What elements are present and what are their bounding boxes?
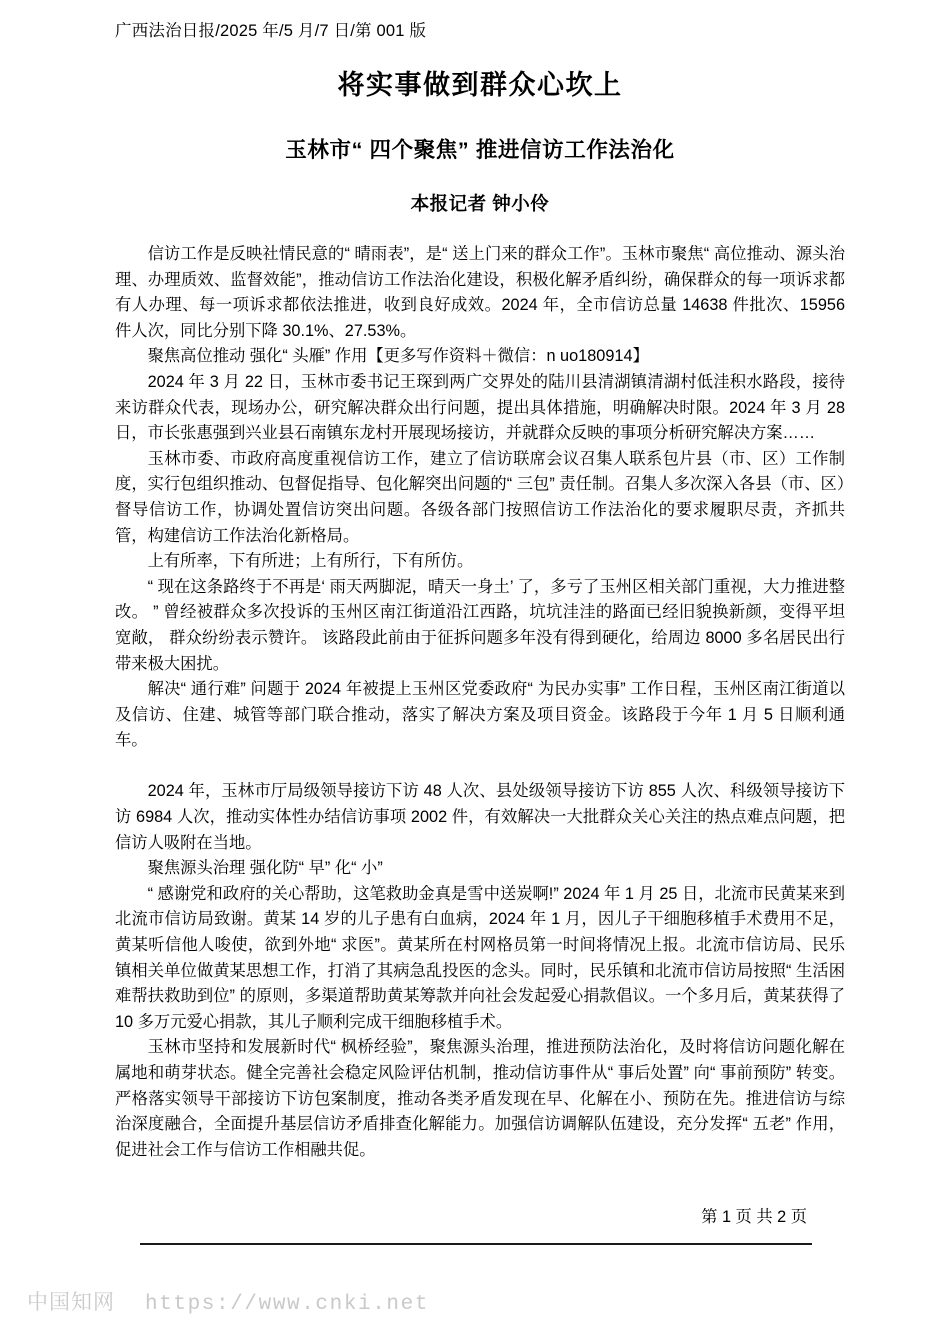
document-content	[115, 0, 845, 1227]
paragraph: “ 感谢党和政府的关心帮助，这笔救助金真是雪中送炭啊!” 2024 年 1 月 25 日，北流市民黄某来到北流市信访局致谢。黄某 14 岁的儿子患有白血病，2024 年 1 月，因儿子干细胞移植手术费用不足，黄某听信他人唆使，欲到外地“ 求医”。黄某所在村网格员第一时间将情况上报。北流市信访局、民乐镇相关单位做黄某思想工作，打消了其病急乱投医的念头。同时，民乐镇和北流市信访局按照“ 生活困难帮扶救助到位” 的原则，多渠道帮助黄某筹款并向社会发起爱心捐款倡议。一个多月后，黄某获得了 10 多万元爱心捐款，其儿子顺利完成干细胞移植手术。	[115, 884, 845, 1031]
cnki-watermark	[27, 1286, 429, 1316]
paragraph: 解决“ 通行难” 问题于 2024 年被提上玉州区党委政府“ 为民办实事” 工作日程，玉州区南江街道以及信访、住建、城管等部门联合推动，落实了解决方案及项目资金。该路段于今年 1 月 5 日顺利通车。	[115, 680, 845, 750]
footer-divider	[140, 1243, 812, 1245]
article-subtitle: 玉林市“ 四个聚焦” 推进信访工作法治化	[285, 138, 675, 162]
paragraph: 上有所率，下有所进；上有所行，下有所仿。	[147, 552, 474, 571]
page-title: 将实事做到群众心坎上	[337, 70, 623, 100]
section-heading-source-governance: 聚焦源头治理 强化防“ 早” 化“ 小”	[147, 859, 383, 878]
masthead-line: 广西法治日报/2025 年/5 月/7 日/第 001 版	[115, 22, 427, 40]
watermark-site-name: 中国知网	[27, 1290, 115, 1314]
paragraph: 玉林市坚持和发展新时代“ 枫桥经验”，聚焦源头治理，推进预防法治化，及时将信访问题化解在属地和萌芽状态。健全完善社会稳定风险评估机制，推动信访事件从“ 事后处置” 向“ 事前预防” 转变。严格落实领导干部接访下访包案制度，推动各类矛盾发现在早、化解在小、预防在先。推进信访与综治深度融合，全面提升基层信访矛盾排查化解能力。加强信访调解队伍建设，充分发挥“ 五老” 作用，促进社会工作与信访工作相融共促。	[115, 1038, 845, 1159]
paragraph: 信访工作是反映社情民意的“ 晴雨表”，是“ 送上门来的群众工作”。玉林市聚焦“ 高位推动、源头治理、办理质效、监督效能”，推动信访工作法治化建设，积极化解矛盾纠纷，确保群众的每一项诉求都有人办理、每一项诉求都依法推进，收到良好成效。2024 年，全市信访总量 14638 件批次、15956 件人次，同比分别下降 30.1%、27.53%。	[115, 245, 845, 340]
article-body	[115, 242, 845, 1163]
paragraph: 2024 年 3 月 22 日，玉林市委书记王琛到两广交界处的陆川县清湖镇清湖村低洼积水路段，接待来访群众代表，现场办公，研究解决群众出行问题，提出具体措施，明确解决时限。2024 年 3 月 28 日，市长张惠强到兴业县石南镇东龙村开展现场接访，并就群众反映的事项分析研究解决方案……	[115, 372, 845, 443]
paragraph-spacer	[115, 754, 845, 780]
paragraph: 玉林市委、市政府高度重视信访工作，建立了信访联席会议召集人联系包片县（市、区）工作制度，实行包组织推动、包督促指导、包化解突出问题的“ 三包” 责任制。召集人多次深入各县（市、区）督导信访工作，协调处置信访突出问题。各级各部门按照信访工作法治化的要求履职尽责，齐抓共管，构建信访工作法治化新格局。	[115, 449, 845, 545]
page-number: 第 1 页 共 2 页	[701, 1208, 807, 1227]
paragraph: 2024 年，玉林市厅局级领导接访下访 48 人次、县处级领导接访下访 855 人次、科级领导接访下访 6984 人次，推动实体性办结信访事项 2002 件，有效解决一大批群众关心关注的热点难点问题，把信访人吸附在当地。	[115, 782, 845, 852]
article-byline: 本报记者 钟小伶	[410, 193, 550, 214]
watermark-url: https://www.cnki.net	[145, 1293, 430, 1316]
paragraph: “ 现在这条路终于不再是‘ 雨天两脚泥，晴天一身土’ 了，多亏了玉州区相关部门重视，大力推进整改。 ” 曾经被群众多次投诉的玉州区南江街道沿江西路，坑坑洼洼的路面已经旧貌换新颜，变得平坦宽敞， 群众纷纷表示赞许。 该路段此前由于征拆问题多年没有得到硬化，给周边 8000 多名居民出行带来极大困扰。	[115, 577, 845, 673]
section-heading-high-level-promotion: 聚焦高位推动 强化“ 头雁” 作用【更多写作资料＋微信：n uo180914】	[147, 347, 649, 366]
